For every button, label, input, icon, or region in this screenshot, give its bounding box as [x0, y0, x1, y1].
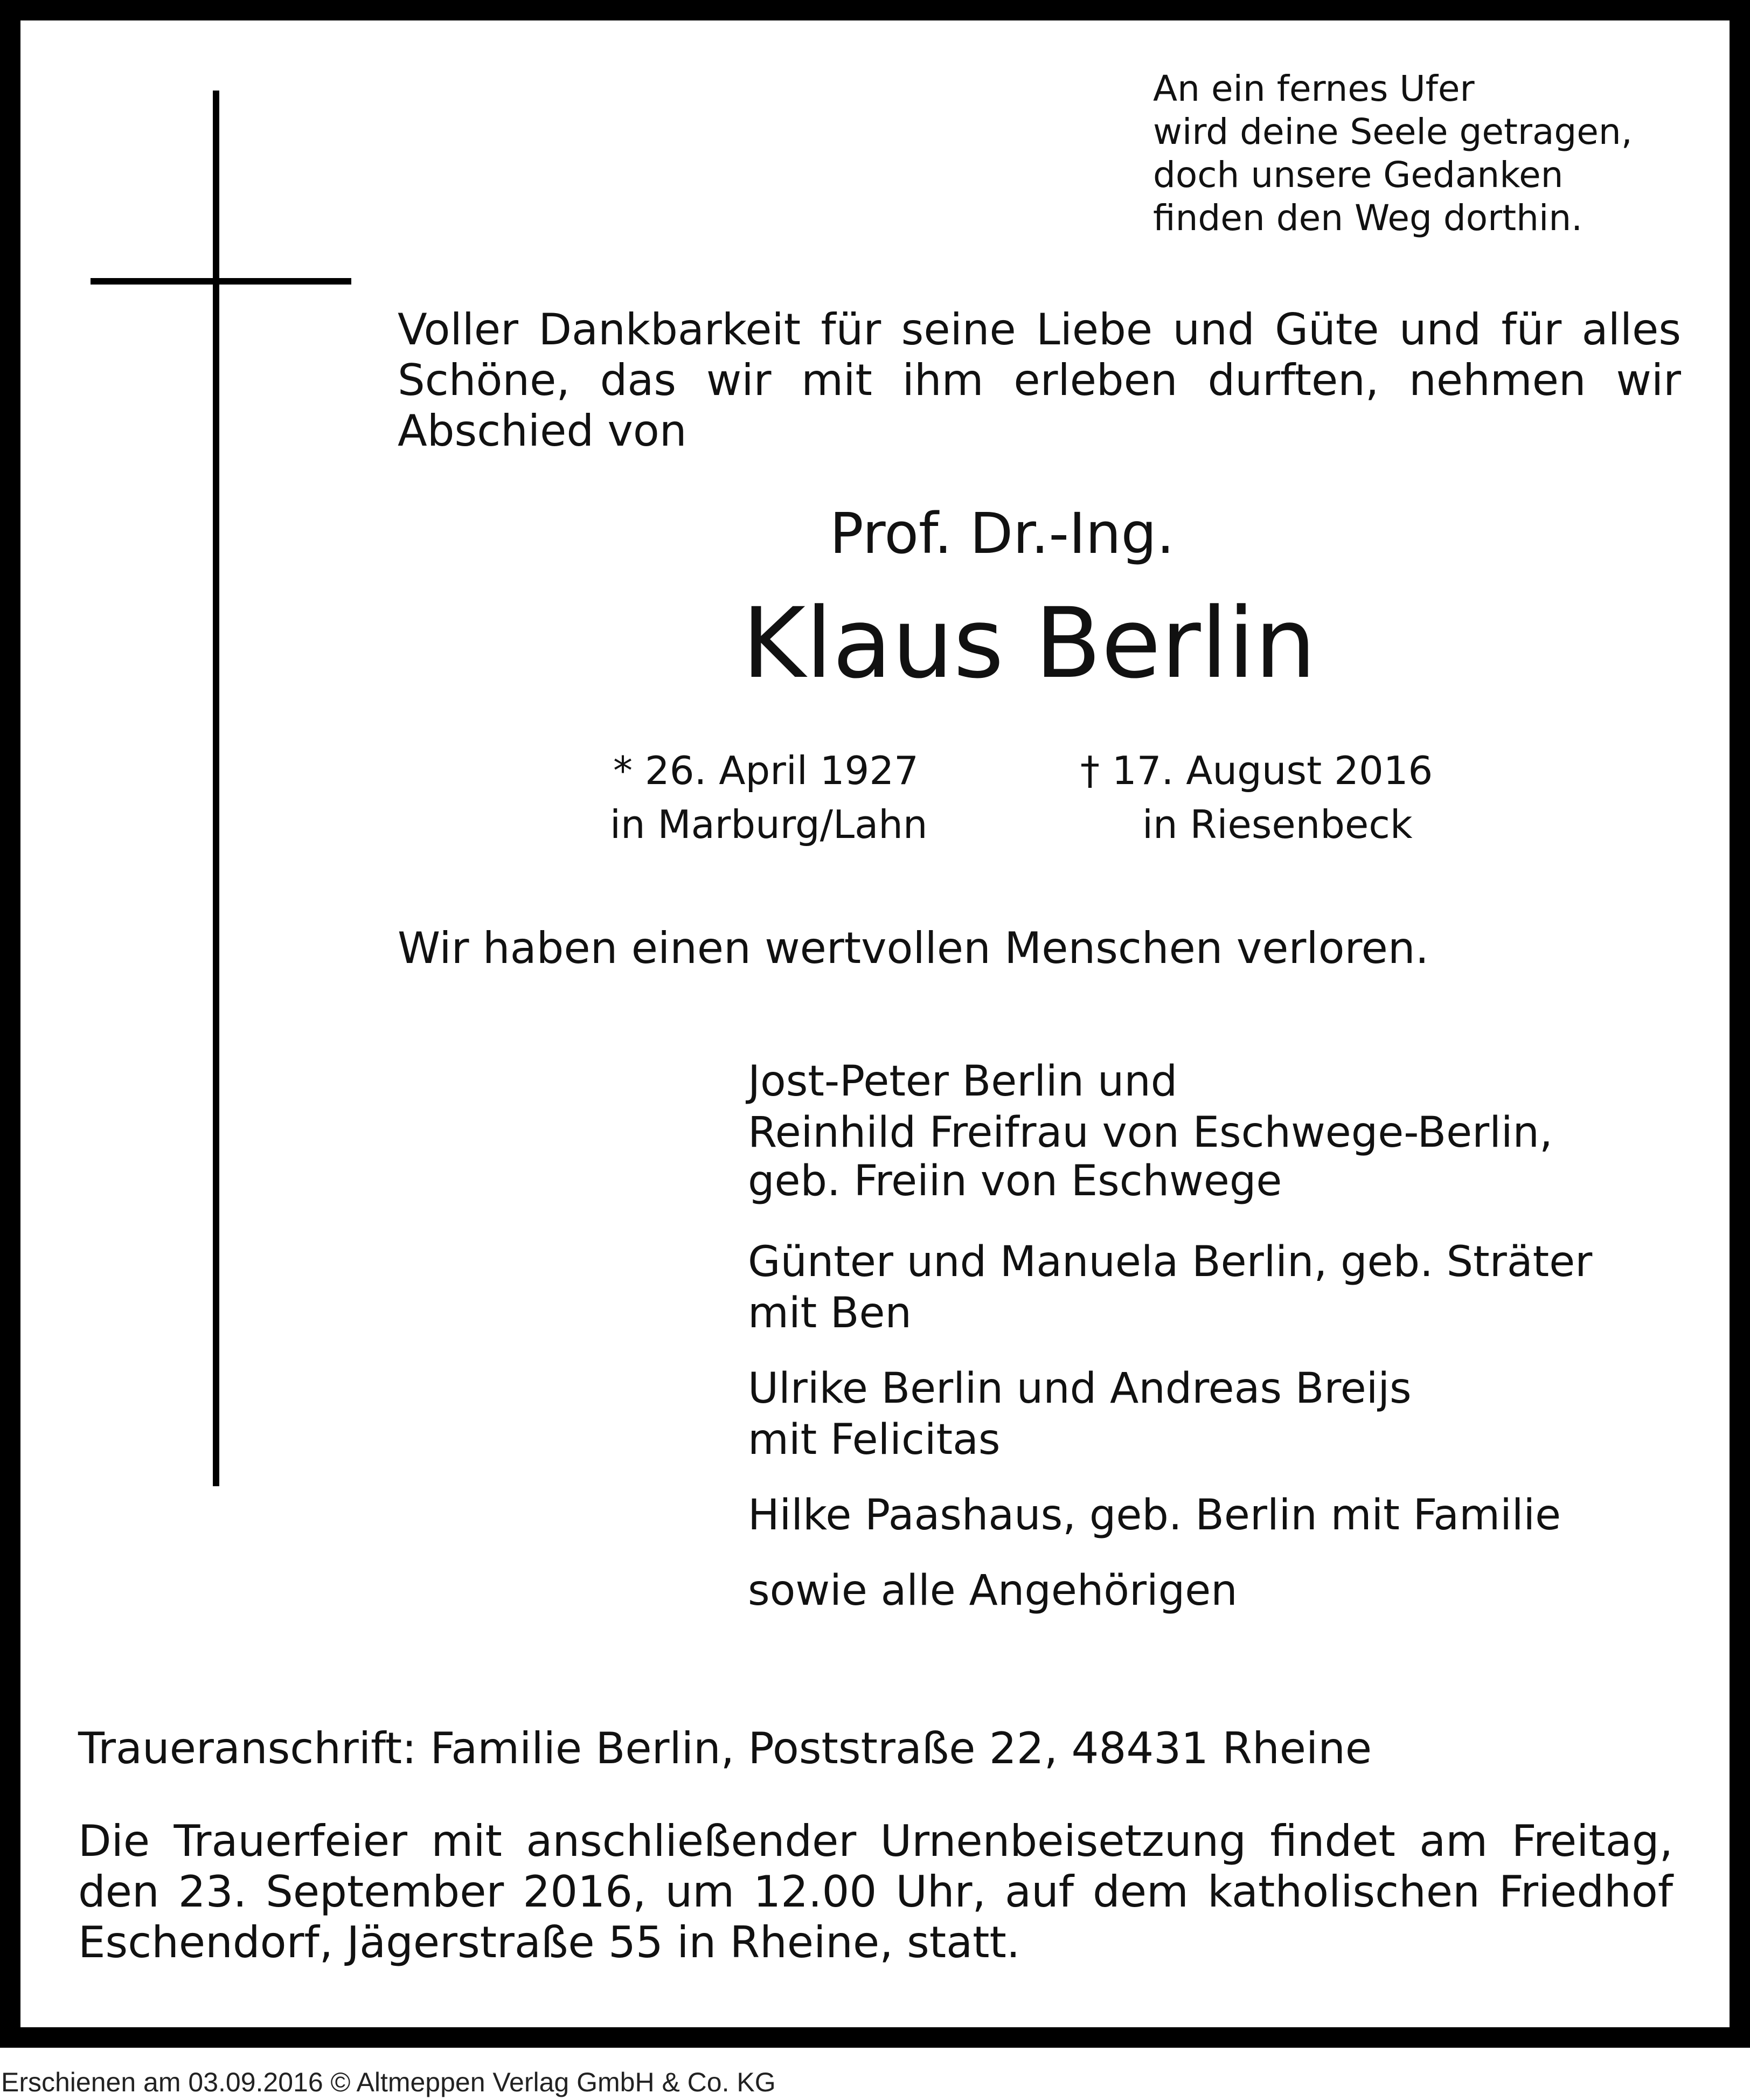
poem-line: finden den Weg dorthin. — [1153, 197, 1583, 239]
service-announcement: Die Trauerfeier mit anschließender Urnenbeisetzung findet am Freitag, den 23. September 2016, um 12.00 Uhr, auf dem katholischen Friedhof Eschendorf, Jägerstraße 55 in Rheine, statt. — [78, 1816, 1673, 1967]
mourner-line: Jost-Peter Berlin und — [748, 1057, 1178, 1106]
poem-line: wird deine Seele getragen, — [1153, 111, 1633, 153]
lost-line: Wir haben einen wertvollen Menschen verloren. — [398, 923, 1429, 973]
death-date: † 17. August 2016 — [1080, 748, 1433, 793]
deceased-name: Klaus Berlin — [742, 587, 1316, 700]
birth-place: in Marburg/Lahn — [610, 802, 928, 847]
poem-line: An ein fernes Ufer — [1153, 68, 1475, 109]
poem — [1153, 67, 1633, 240]
mourner-line: mit Ben — [748, 1289, 912, 1337]
cross-vertical-bar — [213, 91, 219, 1486]
birth-date: * 26. April 1927 — [613, 748, 919, 793]
mourner-line: sowie alle Angehörigen — [748, 1567, 1238, 1615]
publication-footer: Erschienen am 03.09.2016 © Altmeppen Verlag GmbH & Co. KG — [1, 2067, 776, 2097]
mourner-line: Hilke Paashaus, geb. Berlin mit Familie — [748, 1491, 1561, 1540]
mourning-address: Traueranschrift: Familie Berlin, Poststraße 22, 48431 Rheine — [78, 1723, 1372, 1773]
deceased-title: Prof. Dr.-Ing. — [830, 501, 1175, 566]
mourner-line: Günter und Manuela Berlin, geb. Sträter — [748, 1238, 1593, 1286]
mourner-line: geb. Freiin von Eschwege — [748, 1157, 1282, 1205]
cross-horizontal-bar — [91, 278, 351, 285]
mourner-line: Reinhild Freifrau von Eschwege-Berlin, — [748, 1108, 1553, 1157]
poem-line: doch unsere Gedanken — [1153, 154, 1564, 196]
death-place: in Riesenbeck — [1142, 802, 1413, 847]
intro-text: Voller Dankbarkeit für seine Liebe und Güte und für alles Schöne, das wir mit ihm erleben durften, nehmen wir Abschied von — [398, 304, 1681, 456]
mourner-line: Ulrike Berlin und Andreas Breijs — [748, 1364, 1412, 1413]
mourner-line: mit Felicitas — [748, 1416, 1001, 1464]
